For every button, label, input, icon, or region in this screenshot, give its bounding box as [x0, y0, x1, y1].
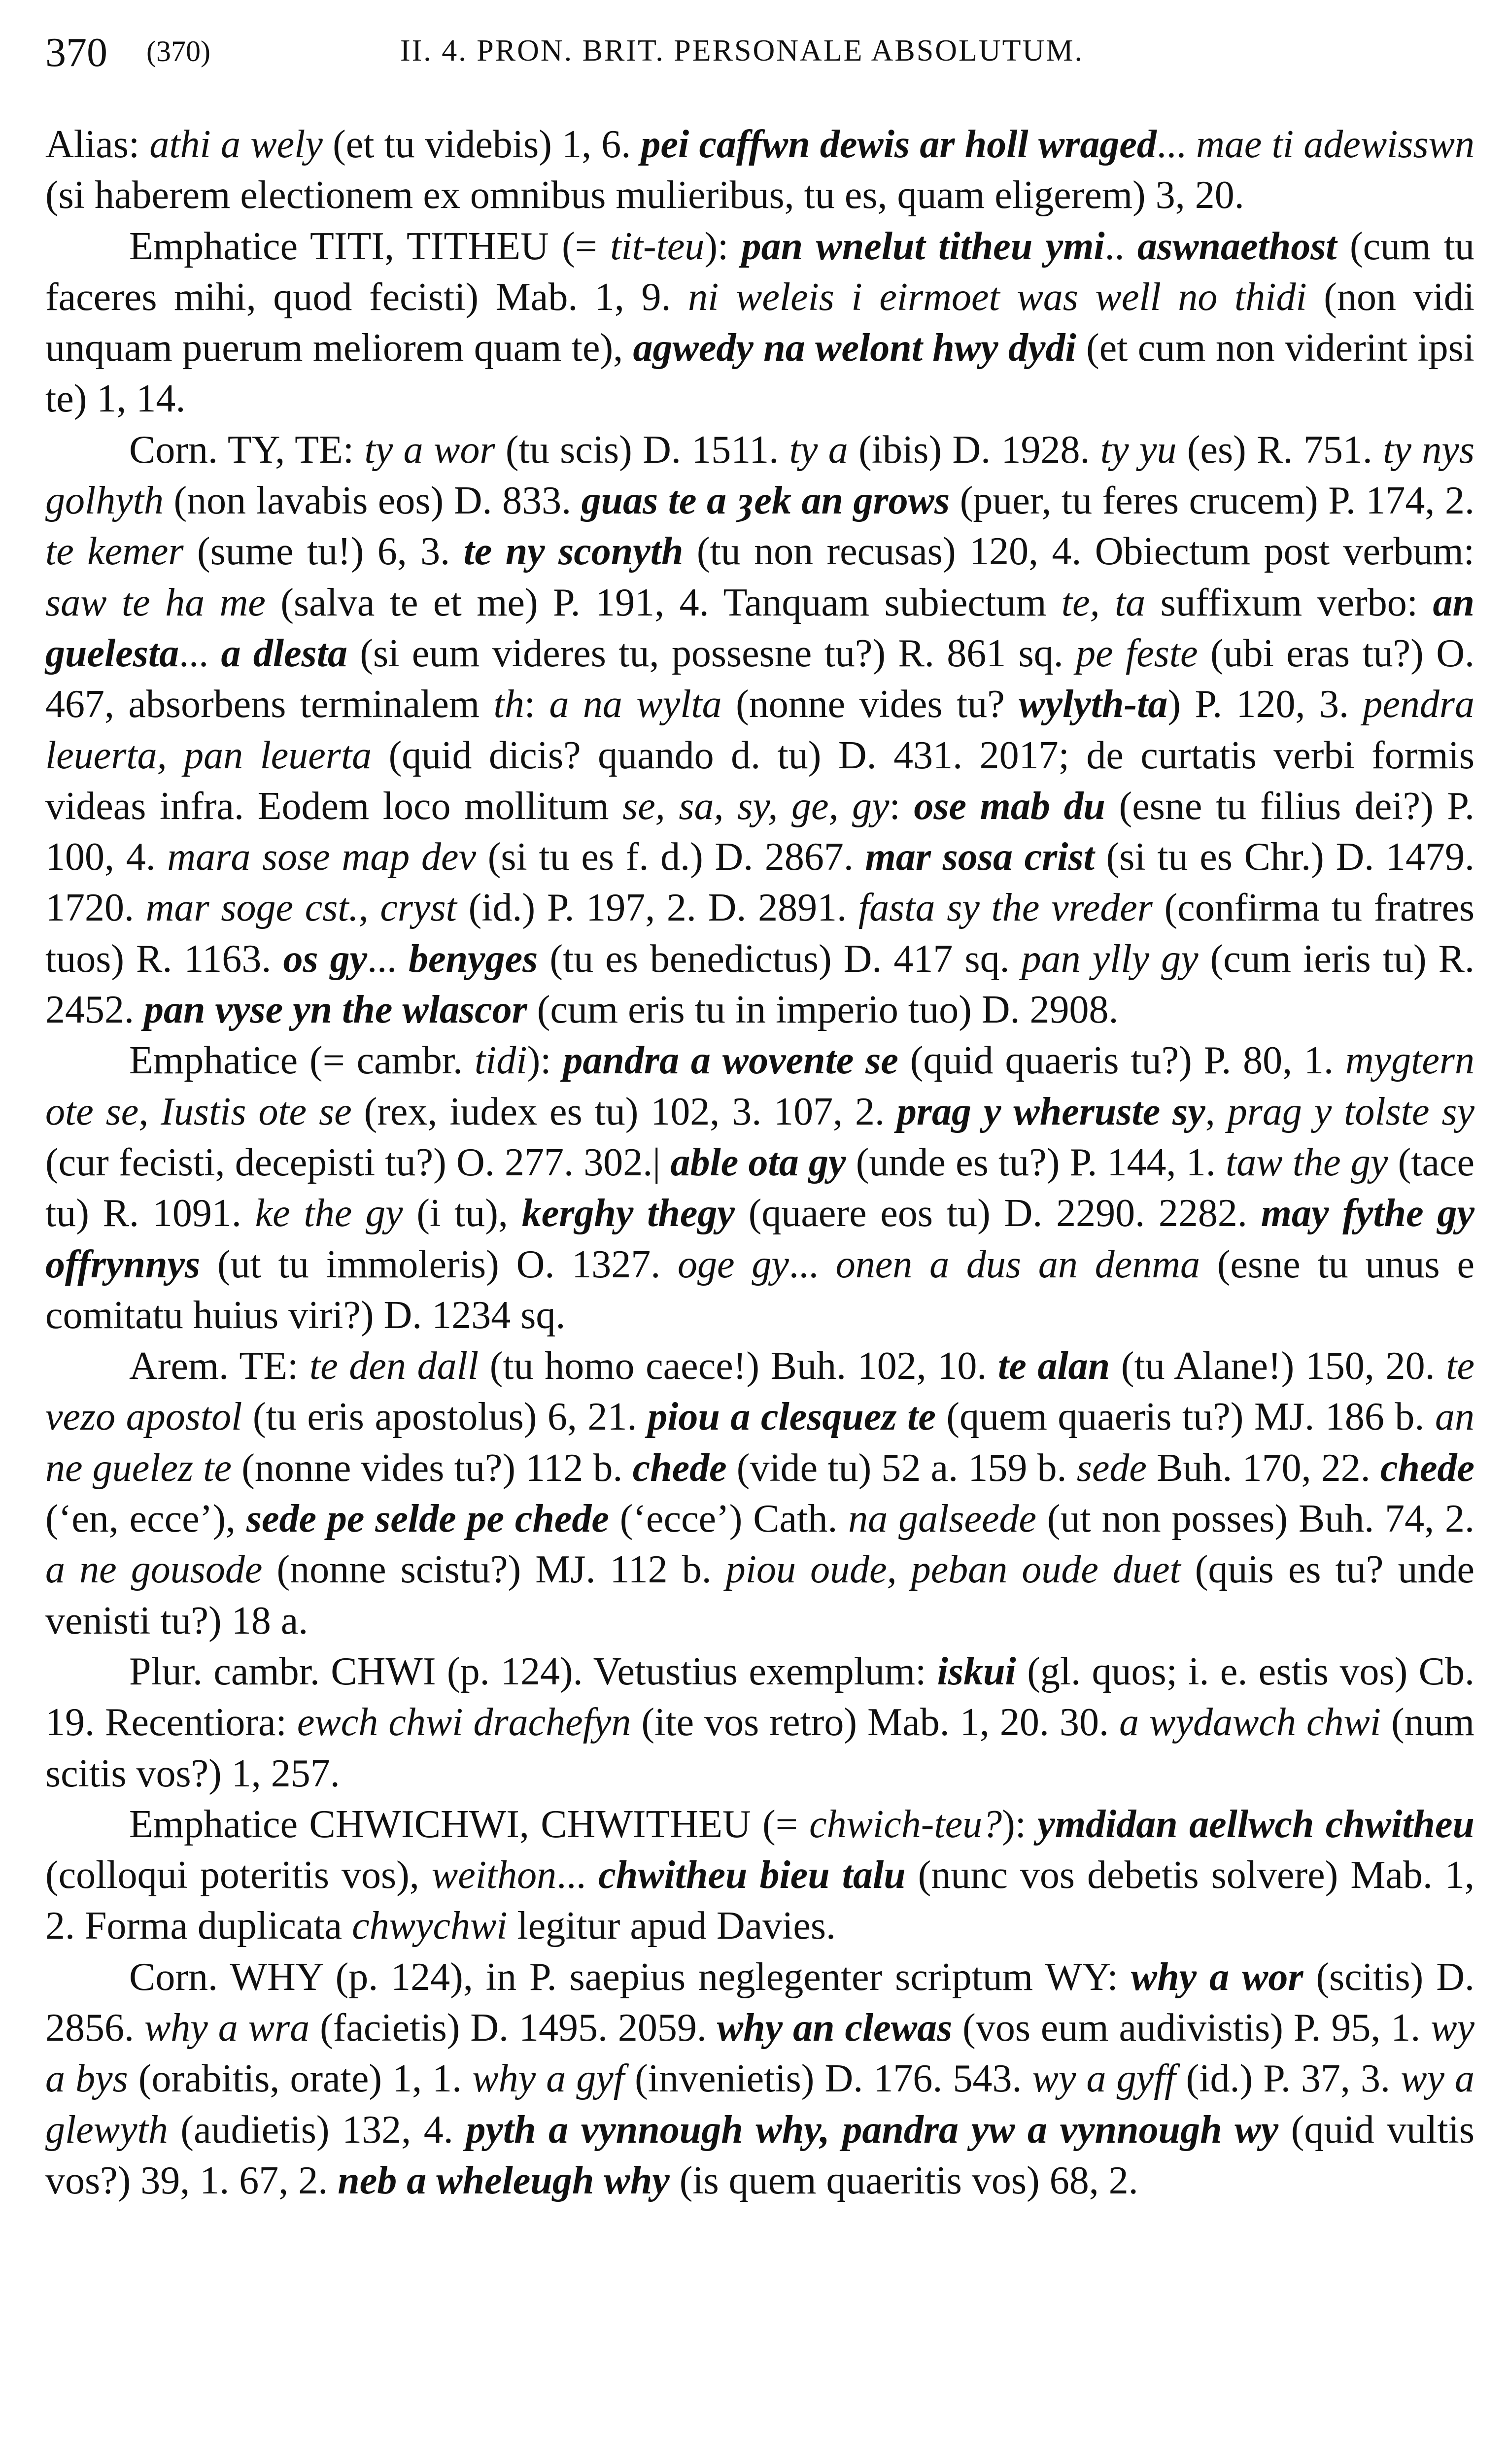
example-phrase: why a wor: [1131, 1955, 1303, 1999]
latin-text: (vos eum audivistis) P. 95, 1.: [952, 2006, 1431, 2050]
latin-text: Emphatice CHWICHWI, CHWITHEU (=: [129, 1802, 810, 1846]
example-phrase: te ny sconyth: [463, 530, 684, 574]
latin-text: (es) R. 751.: [1176, 428, 1383, 472]
example-phrase: pyth a vynnough why, pandra yw a vynnough wy: [466, 2108, 1279, 2152]
latin-text: (non lavabis eos) D. 833.: [163, 479, 582, 523]
example-phrase: mara sose map dev: [167, 835, 477, 879]
example-phrase: piou a clesquez te: [648, 1395, 936, 1439]
latin-text: (is quem quaeritis vos) 68, 2.: [669, 2158, 1138, 2202]
example-phrase: why a wra: [144, 2006, 310, 2050]
latin-text: ...: [179, 631, 221, 675]
example-phrase: te vezo apostol: [45, 1344, 1475, 1439]
latin-text: (orabitis, orate) 1, 1.: [128, 2057, 473, 2101]
latin-text: ) P. 120, 3.: [1167, 683, 1363, 726]
latin-text: (quem quaeris tu?) MJ. 186 b.: [935, 1395, 1435, 1439]
paragraph: [45, 119, 1474, 221]
paragraph: [45, 1341, 1474, 1646]
example-phrase: chede: [632, 1446, 727, 1490]
page-number-alt: (370): [146, 35, 210, 68]
example-phrase: aswnaethost: [1137, 224, 1337, 268]
latin-text: (gl. quos; i. e. estis vos) Cb. 19. Recentiora:: [45, 1649, 1474, 1745]
example-phrase: wylyth-ta: [1019, 683, 1168, 726]
example-phrase: a wydawch chwi: [1119, 1701, 1381, 1745]
example-phrase: ke the gy: [255, 1192, 403, 1235]
example-phrase: kerghy thegy: [521, 1192, 735, 1235]
latin-text: ...: [1156, 123, 1197, 166]
latin-text: :: [524, 683, 549, 726]
latin-text: Corn. TY, TE:: [129, 428, 365, 472]
latin-text: (quis es tu? unde venisti tu?) 18 a.: [45, 1548, 1474, 1643]
latin-text: (cur fecisti, decepisti tu?) O. 277. 302.|: [45, 1140, 671, 1184]
latin-text: (tu es benedictus) D. 417 sq.: [538, 937, 1022, 981]
example-phrase: se, sa, sy, ge, gy: [622, 784, 890, 828]
latin-text: (vide tu) 52 a. 159 b.: [726, 1446, 1077, 1490]
latin-text: (num scitis vos?) 1, 257.: [45, 1701, 1475, 1795]
latin-text: Alias:: [45, 123, 150, 166]
latin-text: (nonne vides tu?) 112 b.: [232, 1446, 633, 1490]
example-phrase: agwedy na welont hwy dydi: [633, 326, 1076, 370]
latin-text: (quid dicis? quando d. tu) D. 431. 2017; de curtatis verbi formis videas infra. Eodem loco mollitum: [45, 733, 1475, 828]
example-phrase: ni weleis i eirmoet was well no thidi: [688, 275, 1307, 319]
latin-text: (ut tu immoleris) O. 1327.: [200, 1242, 678, 1286]
latin-text: (si tu es f. d.) D. 2867.: [476, 835, 865, 879]
example-phrase: sede pe selde pe chede: [246, 1497, 609, 1541]
latin-text: (facietis) D. 1495. 2059.: [309, 2006, 717, 2050]
latin-text: (‘en, ecce’),: [45, 1497, 246, 1541]
latin-text: (scitis) D. 2856.: [45, 1955, 1475, 2050]
paragraph: [45, 1646, 1474, 1799]
latin-text: (tu eris apostolus) 6, 21.: [242, 1395, 648, 1439]
latin-text: (sume tu!) 6, 3.: [183, 530, 464, 574]
latin-text: (confirma tu fratres tuos) R. 1163.: [45, 886, 1475, 981]
body-text: [45, 119, 1474, 2206]
latin-text: ...: [788, 1242, 836, 1286]
latin-text: (si tu es Chr.) D. 1479. 1720.: [45, 835, 1475, 930]
example-phrase: neb a wheleugh why: [338, 2158, 670, 2202]
example-phrase: fasta sy the vreder: [858, 886, 1153, 930]
latin-text: (et cum non viderint ipsi te) 1, 14.: [45, 326, 1475, 421]
paragraph: [45, 221, 1474, 425]
latin-text: (quaere eos tu) D. 2290. 2282.: [734, 1192, 1261, 1235]
example-phrase: chwich-teu?: [809, 1802, 1002, 1846]
latin-text: (tu scis) D. 1511.: [495, 428, 789, 472]
latin-text: ):: [1002, 1802, 1038, 1846]
example-phrase: ose mab du: [914, 784, 1105, 828]
example-phrase: prag y tolste sy: [1227, 1090, 1475, 1133]
latin-text: (nonne vides tu?: [721, 683, 1019, 726]
paragraph: [45, 1035, 1474, 1341]
latin-text: (tu homo caece!) Buh. 102, 10.: [479, 1344, 998, 1388]
latin-text: (‘ecce’) Cath.: [609, 1497, 849, 1541]
example-phrase: onen a dus an denma: [835, 1242, 1200, 1286]
example-phrase: tit-teu: [610, 224, 705, 268]
example-phrase: wy a glewyth: [45, 2057, 1475, 2152]
latin-text: (tu non recusas) 120, 4. Obiectum post verbum:: [683, 530, 1474, 574]
latin-text: (id.) P. 37, 3.: [1175, 2057, 1401, 2101]
latin-text: (cum ieris tu) R. 2452.: [45, 937, 1475, 1032]
latin-text: (esne tu filius dei?) P. 100, 4.: [45, 784, 1475, 879]
latin-text: (ut non posses) Buh. 74, 2.: [1036, 1497, 1474, 1541]
example-phrase: mygtern ote se, Iustis ote se: [45, 1039, 1475, 1133]
latin-text: (colloqui poteritis vos),: [45, 1853, 432, 1897]
example-phrase: pan ylly gy: [1021, 937, 1199, 981]
latin-text: suffixum verbo:: [1145, 581, 1433, 624]
example-phrase: chwitheu bieu talu: [598, 1853, 906, 1897]
page-header: [45, 29, 1474, 83]
example-phrase: ty yu: [1100, 428, 1177, 472]
latin-text: (quid vultis vos?) 39, 1. 67, 2.: [45, 2108, 1474, 2202]
example-phrase: prag y wheruste sy: [896, 1090, 1205, 1133]
latin-text: (unde es tu?) P. 144, 1.: [846, 1140, 1226, 1184]
example-phrase: taw the gy: [1226, 1140, 1388, 1184]
example-phrase: an ne guelez te: [45, 1395, 1474, 1490]
example-phrase: able ota gy: [670, 1140, 846, 1184]
latin-text: ...: [367, 937, 409, 981]
latin-text: (cum eris tu in imperio tuo) D. 2908.: [527, 988, 1119, 1032]
example-phrase: may fythe gy offrynnys: [45, 1192, 1474, 1286]
latin-text: Buh. 170, 22.: [1146, 1446, 1381, 1490]
example-phrase: a dlesta: [221, 631, 347, 675]
example-phrase: te, ta: [1061, 581, 1146, 624]
latin-text: (ibis) D. 1928.: [848, 428, 1100, 472]
example-phrase: te kemer: [45, 530, 184, 574]
latin-text: Corn. WHY (p. 124), in P. saepius neglegenter scriptum WY:: [129, 1955, 1131, 1999]
example-phrase: chede: [1380, 1446, 1475, 1490]
example-phrase: ty nys golhyth: [45, 428, 1475, 523]
example-phrase: pei caffwn dewis ar holl wraged: [641, 123, 1157, 166]
latin-text: (non vidi unquam puerum meliorem quam te),: [45, 275, 1474, 370]
example-phrase: na galseede: [848, 1497, 1036, 1541]
example-phrase: tidi: [474, 1039, 527, 1083]
running-head: II. 4. PRON. BRIT. PERSONALE ABSOLUTUM.: [400, 34, 1084, 68]
example-phrase: pandra a wovente se: [563, 1039, 898, 1083]
example-phrase: why a gyf: [472, 2057, 625, 2101]
latin-text: (rex, iudex es tu) 102, 3. 107, 2.: [351, 1090, 897, 1133]
paragraph: [45, 1799, 1474, 1952]
example-phrase: wy a gyff: [1032, 2057, 1176, 2101]
example-phrase: a ne gousode: [45, 1548, 263, 1592]
latin-text: ..: [1104, 224, 1138, 268]
latin-text: ):: [704, 224, 742, 268]
latin-text: ,: [1205, 1090, 1228, 1133]
latin-text: ):: [527, 1039, 563, 1083]
latin-text: (tace tu) R. 1091.: [45, 1140, 1474, 1235]
example-phrase: th: [493, 683, 524, 726]
latin-text: (ubi eras tu?) O. 467, absorbens terminalem: [45, 631, 1474, 726]
paragraph: [45, 1952, 1474, 2206]
example-phrase: iskui: [937, 1649, 1016, 1693]
latin-text: legitur apud Davies.: [507, 1904, 836, 1948]
latin-text: (ite vos retro) Mab. 1, 20. 30.: [631, 1701, 1120, 1745]
example-phrase: saw te ha me: [45, 581, 266, 624]
example-phrase: ewch chwi drachefyn: [297, 1701, 631, 1745]
example-phrase: a na wylta: [549, 683, 722, 726]
example-phrase: athi a wely: [149, 123, 323, 166]
latin-text: (nunc vos debetis solvere) Mab. 1, 2. Forma duplicata: [45, 1853, 1474, 1948]
example-phrase: mar soge cst., cryst: [145, 886, 457, 930]
paragraph: [45, 425, 1474, 1036]
example-phrase: pan wnelut titheu ymi: [741, 224, 1105, 268]
latin-text: (esne tu unus e comitatu huius viri?) D. 1234 sq.: [45, 1242, 1475, 1337]
latin-text: (id.) P. 197, 2. D. 2891.: [456, 886, 858, 930]
example-phrase: mar sosa crist: [865, 835, 1095, 879]
example-phrase: ty a wor: [364, 428, 495, 472]
latin-text: Emphatice TITI, TITHEU (=: [129, 224, 611, 268]
page-number: 370: [45, 30, 107, 75]
latin-text: (salva te et me) P. 191, 4. Tanquam subiectum: [265, 581, 1062, 624]
example-phrase: piou oude, peban oude duet: [725, 1548, 1181, 1592]
latin-text: Arem. TE:: [129, 1344, 310, 1388]
latin-text: (puer, tu feres crucem) P. 174, 2.: [950, 479, 1474, 523]
example-phrase: an guelesta: [45, 581, 1474, 675]
example-phrase: ty a: [789, 428, 848, 472]
example-phrase: wy a bys: [45, 2006, 1475, 2101]
example-phrase: mae ti adewisswn: [1196, 123, 1475, 166]
example-phrase: why an clewas: [717, 2006, 953, 2050]
latin-text: (cum tu faceres mihi, quod fecisti) Mab. 1, 9.: [45, 224, 1474, 319]
example-phrase: os gy: [283, 937, 368, 981]
latin-text: (et tu videbis) 1, 6.: [322, 123, 641, 166]
latin-text: (tu Alane!) 150, 20.: [1110, 1344, 1446, 1388]
example-phrase: ymdidan aellwch chwitheu: [1037, 1802, 1475, 1846]
latin-text: (quid quaeris tu?) P. 80, 1.: [898, 1039, 1345, 1083]
example-phrase: pendra leuerta, pan leuerta: [45, 683, 1475, 777]
example-phrase: pan vyse yn the wlascor: [144, 988, 527, 1032]
latin-text: (invenietis) D. 176. 543.: [624, 2057, 1032, 2101]
latin-text: (audietis) 132, 4.: [168, 2108, 466, 2152]
latin-text: Plur. cambr. CHWI (p. 124). Vetustius exemplum:: [129, 1649, 937, 1693]
latin-text: :: [889, 784, 914, 828]
example-phrase: chwychwi: [352, 1904, 508, 1948]
example-phrase: weithon: [431, 1853, 557, 1897]
example-phrase: pe feste: [1076, 631, 1198, 675]
latin-text: Emphatice (= cambr.: [129, 1039, 475, 1083]
example-phrase: oge gy: [678, 1242, 789, 1286]
example-phrase: guas te a ȝek an grows: [581, 479, 950, 523]
example-phrase: te den dall: [309, 1344, 479, 1388]
latin-text: (si eum videres tu, possesne tu?) R. 861 sq.: [347, 631, 1076, 675]
example-phrase: te alan: [998, 1344, 1110, 1388]
latin-text: (i tu),: [403, 1192, 522, 1235]
latin-text: (nonne scistu?) MJ. 112 b.: [262, 1548, 726, 1592]
latin-text: (si haberem electionem ex omnibus mulieribus, tu es, quam eligerem) 3, 20.: [45, 173, 1244, 217]
example-phrase: sede: [1076, 1446, 1147, 1490]
example-phrase: benyges: [409, 937, 538, 981]
latin-text: ...: [556, 1853, 599, 1897]
